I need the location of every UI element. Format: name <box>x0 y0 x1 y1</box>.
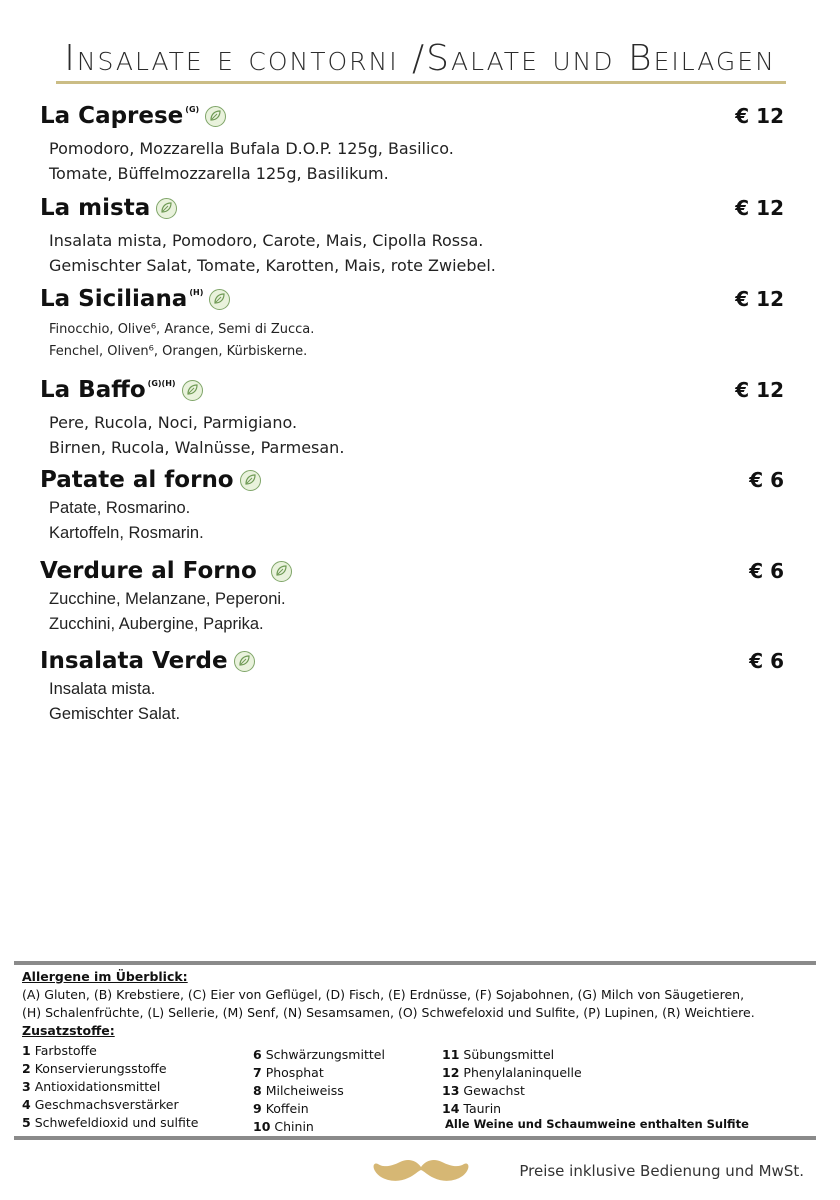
dish-description <box>49 410 800 460</box>
additive-label: Schwärzungsmittel <box>265 1047 385 1062</box>
allergen-code: (G) <box>185 105 200 114</box>
dish-name: La Caprese <box>40 103 184 129</box>
dish-name: Insalata Verde <box>40 648 228 674</box>
description-line: Birnen, Rucola, Walnüsse, Parmesan. <box>49 438 345 457</box>
dish-description <box>49 319 800 363</box>
menu-item-header <box>40 555 800 587</box>
title-underline <box>56 81 786 84</box>
dish-price: € 12 <box>735 378 784 402</box>
additive-row <box>253 1046 385 1064</box>
description-line: Finocchio, Olive⁶, Arance, Semi di Zucca. <box>49 322 315 337</box>
additives-column-1 <box>22 1042 199 1132</box>
vegetarian-leaf-icon <box>271 561 292 582</box>
additive-row <box>442 1082 582 1100</box>
additive-row <box>22 1096 199 1114</box>
description-line: Insalata mista. <box>49 680 156 698</box>
dish-price: € 6 <box>749 649 784 673</box>
dish-name: La Siciliana <box>40 286 188 312</box>
mustache-icon <box>372 1158 470 1186</box>
additive-label: Phenylalaninquelle <box>463 1065 582 1080</box>
vegetarian-leaf-icon <box>156 198 177 219</box>
additive-row <box>22 1078 199 1096</box>
description-line: Gemischter Salat, Tomate, Karotten, Mais, rote Zwiebel. <box>49 256 496 275</box>
dish-price: € 12 <box>735 104 784 128</box>
additive-number: 3 <box>22 1079 31 1094</box>
additive-number: 10 <box>253 1119 271 1134</box>
additive-number: 12 <box>442 1065 460 1080</box>
additive-label: Sübungsmittel <box>463 1047 555 1062</box>
additive-row <box>253 1082 385 1100</box>
additive-number: 5 <box>22 1115 31 1130</box>
dish-name: La mista <box>40 195 151 221</box>
additive-label: Koffein <box>265 1101 309 1116</box>
menu-item-header <box>40 374 800 406</box>
additives-column-3 <box>442 1046 582 1118</box>
vegetarian-leaf-icon <box>209 289 230 310</box>
additive-number: 2 <box>22 1061 31 1076</box>
description-line: Pomodoro, Mozzarella Bufala D.O.P. 125g, Basilico. <box>49 139 454 158</box>
dish-description <box>49 136 800 186</box>
menu-item-header <box>40 100 800 132</box>
additives-column-2 <box>253 1046 385 1136</box>
menu-item <box>40 283 800 363</box>
description-line: Pere, Rucola, Noci, Parmigiano. <box>49 413 298 432</box>
dish-price: € 6 <box>749 559 784 583</box>
additive-row <box>442 1064 582 1082</box>
dish-price: € 12 <box>735 196 784 220</box>
description-line: Patate, Rosmarino. <box>49 499 191 517</box>
additive-number: 4 <box>22 1097 31 1112</box>
menu-item <box>40 192 800 278</box>
allergen-line-1: (A) Gluten, (B) Krebstiere, (C) Eier von Geflügel, (D) Fisch, (E) Erdnüsse, (F) Sojabohnen, (G) Milch von Säugetieren, <box>22 987 745 1002</box>
dish-description <box>49 228 800 278</box>
description-line: Gemischter Salat. <box>49 705 181 723</box>
description-line: Fenchel, Oliven⁶, Orangen, Kürbiskerne. <box>49 344 308 359</box>
additive-label: Chinin <box>274 1119 314 1134</box>
bottom-divider <box>14 1136 816 1140</box>
menu-item <box>40 374 800 460</box>
price-note: Preise inklusive Bedienung und MwSt. <box>519 1162 804 1180</box>
additive-row <box>22 1060 199 1078</box>
additive-number: 8 <box>253 1083 262 1098</box>
menu-item-header <box>40 464 800 496</box>
menu-item-header <box>40 192 800 224</box>
menu-item-header <box>40 283 800 315</box>
allergen-code: (G)(H) <box>147 379 176 388</box>
additive-row <box>22 1042 199 1060</box>
additives-heading: Zusatzstoffe: <box>22 1023 115 1038</box>
wine-sulfite-note: Alle Weine und Schaumweine enthalten Sulfite <box>445 1117 749 1131</box>
dish-name: Patate al forno <box>40 467 234 493</box>
description-line: Insalata mista, Pomodoro, Carote, Mais, Cipolla Rossa. <box>49 231 484 250</box>
additive-number: 14 <box>442 1101 460 1116</box>
vegetarian-leaf-icon <box>205 106 226 127</box>
dish-name: La Baffo <box>40 377 146 403</box>
allergen-line-2: (H) Schalenfrüchte, (L) Sellerie, (M) Senf, (N) Sesamsamen, (O) Schwefeloxid und Sulfite, (P) Lupinen, (R) Weichtiere. <box>22 1005 755 1020</box>
additive-number: 11 <box>442 1047 460 1062</box>
dish-description <box>49 496 800 546</box>
additive-number: 9 <box>253 1101 262 1116</box>
additive-label: Schwefeldioxid und sulfite <box>34 1115 199 1130</box>
vegetarian-leaf-icon <box>182 380 203 401</box>
menu-item <box>40 464 800 546</box>
menu-item <box>40 555 800 637</box>
dish-price: € 12 <box>735 287 784 311</box>
additive-number: 6 <box>253 1047 262 1062</box>
additive-row <box>253 1064 385 1082</box>
additive-label: Farbstoffe <box>34 1043 97 1058</box>
additive-label: Phosphat <box>265 1065 324 1080</box>
menu-item <box>40 645 800 727</box>
additive-label: Milcheiweiss <box>265 1083 344 1098</box>
top-divider <box>14 961 816 965</box>
additive-label: Gewachst <box>463 1083 525 1098</box>
additive-row <box>22 1114 199 1132</box>
page-title: Insalate e contorni /Salate und Beilagen <box>64 38 776 79</box>
additive-row <box>442 1100 582 1118</box>
dish-price: € 6 <box>749 468 784 492</box>
description-line: Tomate, Büffelmozzarella 125g, Basilikum. <box>49 164 389 183</box>
description-line: Zucchini, Aubergine, Paprika. <box>49 615 264 633</box>
dish-name: Verdure al Forno <box>40 558 257 584</box>
vegetarian-leaf-icon <box>234 651 255 672</box>
additive-label: Antioxidationsmittel <box>34 1079 161 1094</box>
additive-number: 7 <box>253 1065 262 1080</box>
additive-row <box>442 1046 582 1064</box>
menu-item <box>40 100 800 186</box>
allergen-heading: Allergene im Überblick: <box>22 969 188 984</box>
additive-row <box>253 1118 385 1136</box>
additive-row <box>253 1100 385 1118</box>
additive-number: 13 <box>442 1083 460 1098</box>
vegetarian-leaf-icon <box>240 470 261 491</box>
additive-label: Taurin <box>463 1101 502 1116</box>
description-line: Zucchine, Melanzane, Peperoni. <box>49 590 286 608</box>
additive-label: Konservierungsstoffe <box>34 1061 167 1076</box>
menu-item-header <box>40 645 800 677</box>
allergen-code: (H) <box>189 288 204 297</box>
description-line: Kartoffeln, Rosmarin. <box>49 524 204 542</box>
dish-description <box>49 587 800 637</box>
additive-label: Geschmachsverstärker <box>34 1097 179 1112</box>
additive-number: 1 <box>22 1043 31 1058</box>
dish-description <box>49 677 800 727</box>
allergen-overview <box>22 968 812 1040</box>
